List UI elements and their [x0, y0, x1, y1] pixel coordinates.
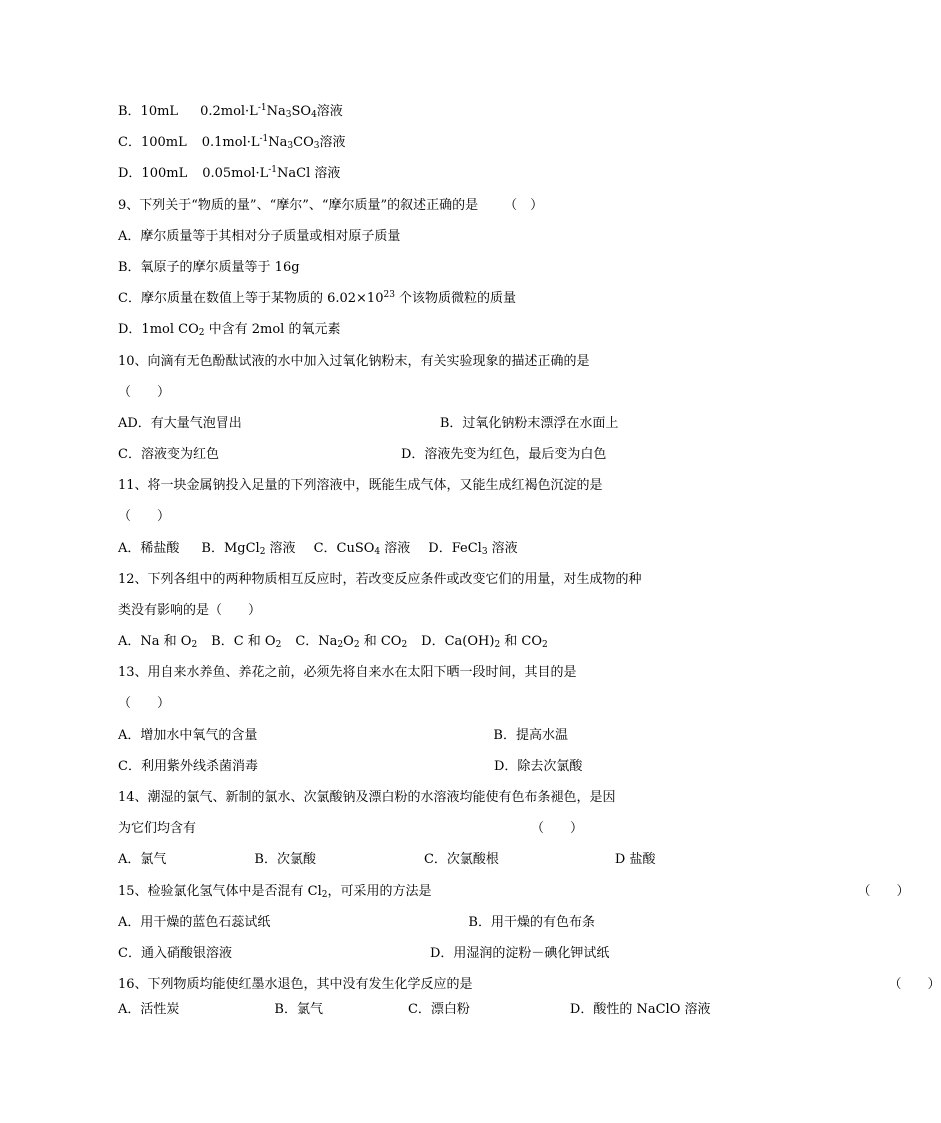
q12-stem-line2: 类没有影响的是（ ） — [118, 603, 262, 618]
q12-options: A．Na 和 $O_2$ B．C 和 $O_2$ C．$Na_2O_2$ 和 $CO_2$ D．$Ca(OH)_2$ 和 $CO_2$ — [118, 634, 548, 650]
q11-stem: 11、将一块金属钠投入足量的下列溶液中，既能生成气体，又能生成红褐色沉淀的是 — [118, 478, 603, 493]
q14-stem-line1: 14、潮湿的氯气、新制的氯水、次氯酸钠及漂白粉的水溶液均能使有色布条褪色，是因 — [118, 790, 616, 805]
q15-options-row1: A．用干燥的蓝色石蕊试纸 B．用干燥的有色布条 — [118, 915, 595, 930]
q13-options-row1: A．增加水中氧气的含量 B．提高水温 — [118, 728, 568, 743]
q13-paren: （ ） — [118, 696, 171, 711]
q9-option-c: C．摩尔质量在数值上等于某物质的 $6.02\times 10^{23}$ 个该物质微粒的质量 — [118, 290, 517, 306]
q12-stem-line1: 12、下列各组中的两种物质相互反应时，若改变反应条件或改变它们的用量，对生成物的种 — [118, 572, 642, 587]
q14-options: A．氯气 B．次氯酸 C．次氯酸根 D 盐酸 — [118, 852, 656, 867]
q10-options-row2: C．溶液变为红色 D．溶液先变为红色，最后变为白色 — [118, 447, 607, 462]
q9-option-a: A．摩尔质量等于其相对分子质量或相对原子质量 — [118, 229, 401, 244]
q13-stem: 13、用自来水养鱼、养花之前，必须先将自来水在太阳下晒一段时间，其目的是 — [118, 665, 577, 680]
q8-option-c: C．100mL $0.1mol\cdot L^{-1}Na_3CO_3$溶液 — [118, 134, 346, 151]
q9-option-d: D．1mol $CO_2$ 中含有 2mol 的氧元素 — [118, 322, 341, 338]
q14-stem-line2: 为它们均含有 （ ） — [118, 821, 584, 836]
q8-option-b: B．10mL $0.2mol\cdot L^{-1}Na_3SO_4$溶液 — [118, 103, 343, 120]
q10-stem: 10、向滴有无色酚酞试液的水中加入过氧化钠粉末，有关实验现象的描述正确的是 — [118, 354, 590, 369]
q9-stem: 9、下列关于“物质的量”、“摩尔”、“摩尔质量”的叙述正确的是 （ ） — [118, 198, 544, 213]
q15-options-row2: C．通入硝酸银溶液 D．用湿润的淀粉－碘化钾试纸 — [118, 946, 610, 961]
q9-option-b: B．氧原子的摩尔质量等于 16g — [118, 260, 300, 275]
q16-options: A．活性炭 B．氯气 C．漂白粉 D．酸性的 NaClO 溶液 — [118, 1002, 711, 1017]
q16-stem: 16、下列物质均能使红墨水退色，其中没有发生化学反应的是 （ ） — [118, 977, 941, 992]
q11-paren: （ ） — [118, 509, 171, 524]
q11-options: A．稀盐酸 B．MgCl$_2$ 溶液 C．CuSO$_4$ 溶液 D．FeCl$_3$ 溶液 — [118, 541, 518, 557]
q10-paren: （ ） — [118, 385, 171, 400]
q13-options-row2: C．利用紫外线杀菌消毒 D．除去次氯酸 — [118, 759, 583, 774]
q15-stem: 15、检验氯化氢气体中是否混有 $Cl_2$，可采用的方法是 （ ） — [118, 884, 910, 900]
q8-option-d: D．100mL $0.05mol\cdot L^{-1}NaCl$ 溶液 — [118, 165, 341, 181]
q10-options-row1: AD．有大量气泡冒出 B．过氧化钠粉末漂浮在水面上 — [118, 416, 619, 431]
